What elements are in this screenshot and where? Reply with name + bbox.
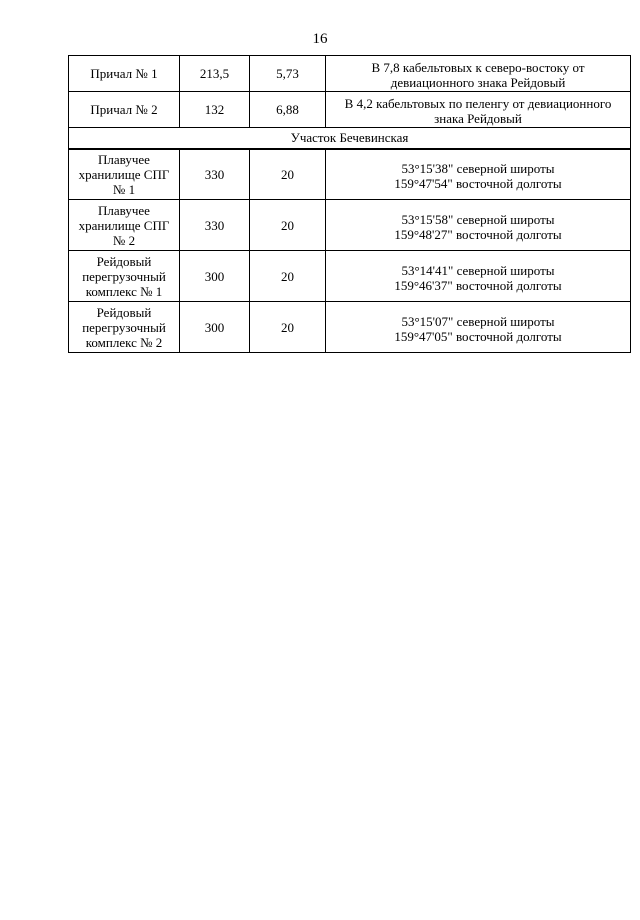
object-name-line: комплекс № 2 xyxy=(85,334,163,350)
location-cell xyxy=(326,302,631,353)
latitude: 53°15'58" северной широты xyxy=(401,211,555,227)
location-cell xyxy=(326,56,631,92)
section-header-row xyxy=(69,128,631,149)
table-row xyxy=(69,302,631,353)
object-name-line: комплекс № 1 xyxy=(85,283,163,299)
location-line: В 7,8 кабельтовых к северо-востоку от xyxy=(371,60,585,75)
length-cell: 132 xyxy=(180,92,250,128)
table-row xyxy=(69,149,631,200)
table-row xyxy=(69,251,631,302)
length-cell: 330 xyxy=(180,200,250,251)
depth-cell: 6,88 xyxy=(250,92,326,128)
object-name-line: Плавучее xyxy=(98,151,150,167)
table-row xyxy=(69,92,631,128)
location-line: В 4,2 кабельтовых по пеленгу от девиационного xyxy=(344,96,612,111)
object-name-line: хранилище СПГ xyxy=(78,217,170,233)
latitude: 53°15'38" северной широты xyxy=(401,160,555,176)
object-name-line: Рейдовый xyxy=(96,253,152,269)
depth-cell: 20 xyxy=(250,251,326,302)
location-line: знака Рейдовый xyxy=(434,111,522,126)
object-name: Причал № 2 xyxy=(90,102,158,117)
location-cell xyxy=(326,92,631,128)
latitude: 53°15'07" северной широты xyxy=(401,313,555,329)
location-cell xyxy=(326,251,631,302)
object-name-cell xyxy=(69,302,180,353)
table-row xyxy=(69,200,631,251)
depth-cell: 20 xyxy=(250,200,326,251)
object-name: Причал № 1 xyxy=(90,66,158,81)
longitude: 159°46'37" восточной долготы xyxy=(394,277,562,293)
table-row xyxy=(69,56,631,92)
length-cell: 330 xyxy=(180,149,250,200)
length-cell: 213,5 xyxy=(180,56,250,92)
page-number: 16 xyxy=(312,31,328,47)
object-name-cell xyxy=(69,56,180,92)
object-name-line: хранилище СПГ xyxy=(78,166,170,182)
object-name-line: № 2 xyxy=(112,232,136,248)
longitude: 159°47'54" восточной долготы xyxy=(394,175,562,191)
depth-cell: 20 xyxy=(250,149,326,200)
length-cell: 300 xyxy=(180,251,250,302)
object-name-line: перегрузочный xyxy=(82,268,166,284)
location-cell xyxy=(326,149,631,200)
depth-cell: 20 xyxy=(250,302,326,353)
location-cell xyxy=(326,200,631,251)
object-name-cell xyxy=(69,92,180,128)
object-name-line: перегрузочный xyxy=(82,319,166,335)
depth-cell: 5,73 xyxy=(250,56,326,92)
object-name-cell xyxy=(69,251,180,302)
longitude: 159°47'05" восточной долготы xyxy=(394,328,562,344)
section-title: Участок Бечевинская xyxy=(69,128,631,149)
object-name-line: № 1 xyxy=(112,181,136,197)
location-line: девиационного знака Рейдовый xyxy=(390,75,566,90)
object-name-line: Плавучее xyxy=(98,202,150,218)
length-cell: 300 xyxy=(180,302,250,353)
object-name-cell xyxy=(69,149,180,200)
object-name-cell xyxy=(69,200,180,251)
longitude: 159°48'27" восточной долготы xyxy=(394,226,562,242)
object-name-line: Рейдовый xyxy=(96,304,152,320)
berths-table xyxy=(68,55,631,353)
latitude: 53°14'41" северной широты xyxy=(401,262,555,278)
